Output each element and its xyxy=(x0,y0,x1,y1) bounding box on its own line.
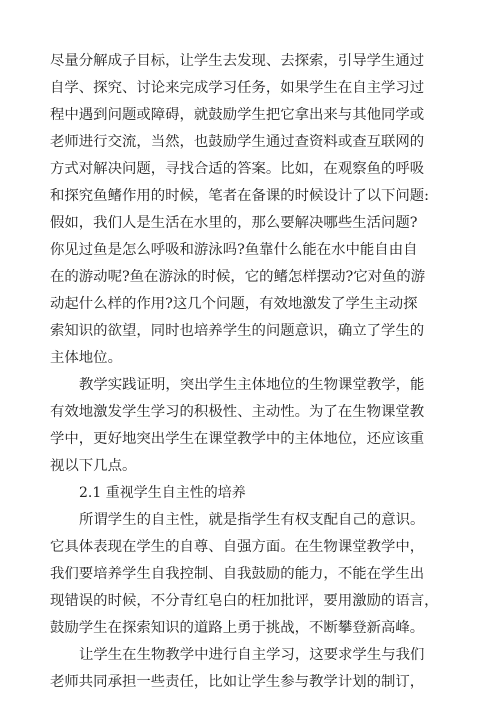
text-line: 程中遇到问题或障碍，就鼓励学生把它拿出来与其他同学或 xyxy=(50,107,425,123)
text-line: 我们要培养学生自我控制、自我鼓励的能力，不能在学生出 xyxy=(50,566,425,582)
document-body xyxy=(50,48,454,696)
text-line: 学中，更好地突出学生在课堂教学中的主体地位，还应该重 xyxy=(50,431,425,447)
text-line: 你见过鱼是怎么呼吸和游泳吗?鱼靠什么能在水中能自由自 xyxy=(50,242,418,258)
text-line: 老师共同承担一些责任，比如让学生参与教学计划的制订， xyxy=(50,674,425,690)
text-line: 主体地位。 xyxy=(50,350,122,366)
text-line: 假如，我们人是生活在水里的，那么要解决哪些生活问题? xyxy=(50,215,418,231)
text-line: 在的游动呢?鱼在游泳的时候，它的鳍怎样摆动?它对鱼的游 xyxy=(50,269,426,285)
section-heading: 2.1 重视学生自主性的培养 xyxy=(79,485,246,501)
text-line: 教学实践证明，突出学生主体地位的生物课堂教学，能 xyxy=(79,377,425,393)
text-line: 现错误的时候，不分青红皂白的枉加批评，要用激励的语言， xyxy=(50,593,439,609)
text-line: 视以下几点。 xyxy=(50,458,137,474)
text-line: 所谓学生的自主性，就是指学生有权支配自己的意识。 xyxy=(79,512,425,528)
text-line: 鼓励学生在探索知识的道路上勇于挑战，不断攀登新高峰。 xyxy=(50,620,425,636)
text-line: 尽量分解成子目标，让学生去发现、去探索，引导学生通过 xyxy=(50,53,425,69)
text-line: 有效地激发学生学习的积极性、主动性。为了在生物课堂教 xyxy=(50,404,425,420)
text-line: 自学、探究、讨论来完成学习任务，如果学生在自主学习过 xyxy=(50,80,425,96)
text-line: 它具体表现在学生的自尊、自强方面。在生物课堂教学中， xyxy=(50,539,425,555)
text-line: 和探究鱼鳍作用的时候，笔者在备课的时候设计了以下问题: xyxy=(50,188,430,204)
text-line: 让学生在生物教学中进行自主学习，这要求学生与我们 xyxy=(79,647,425,663)
text-line: 老师进行交流，当然，也鼓励学生通过查资料或查互联网的 xyxy=(50,134,425,150)
text-line: 动起什么样的作用?这几个问题，有效地激发了学生主动探 xyxy=(50,296,418,312)
text-line: 方式对解决问题，寻找合适的答案。比如，在观察鱼的呼吸 xyxy=(50,161,425,177)
text-line: 索知识的欲望，同时也培养学生的问题意识，确立了学生的 xyxy=(50,323,425,339)
